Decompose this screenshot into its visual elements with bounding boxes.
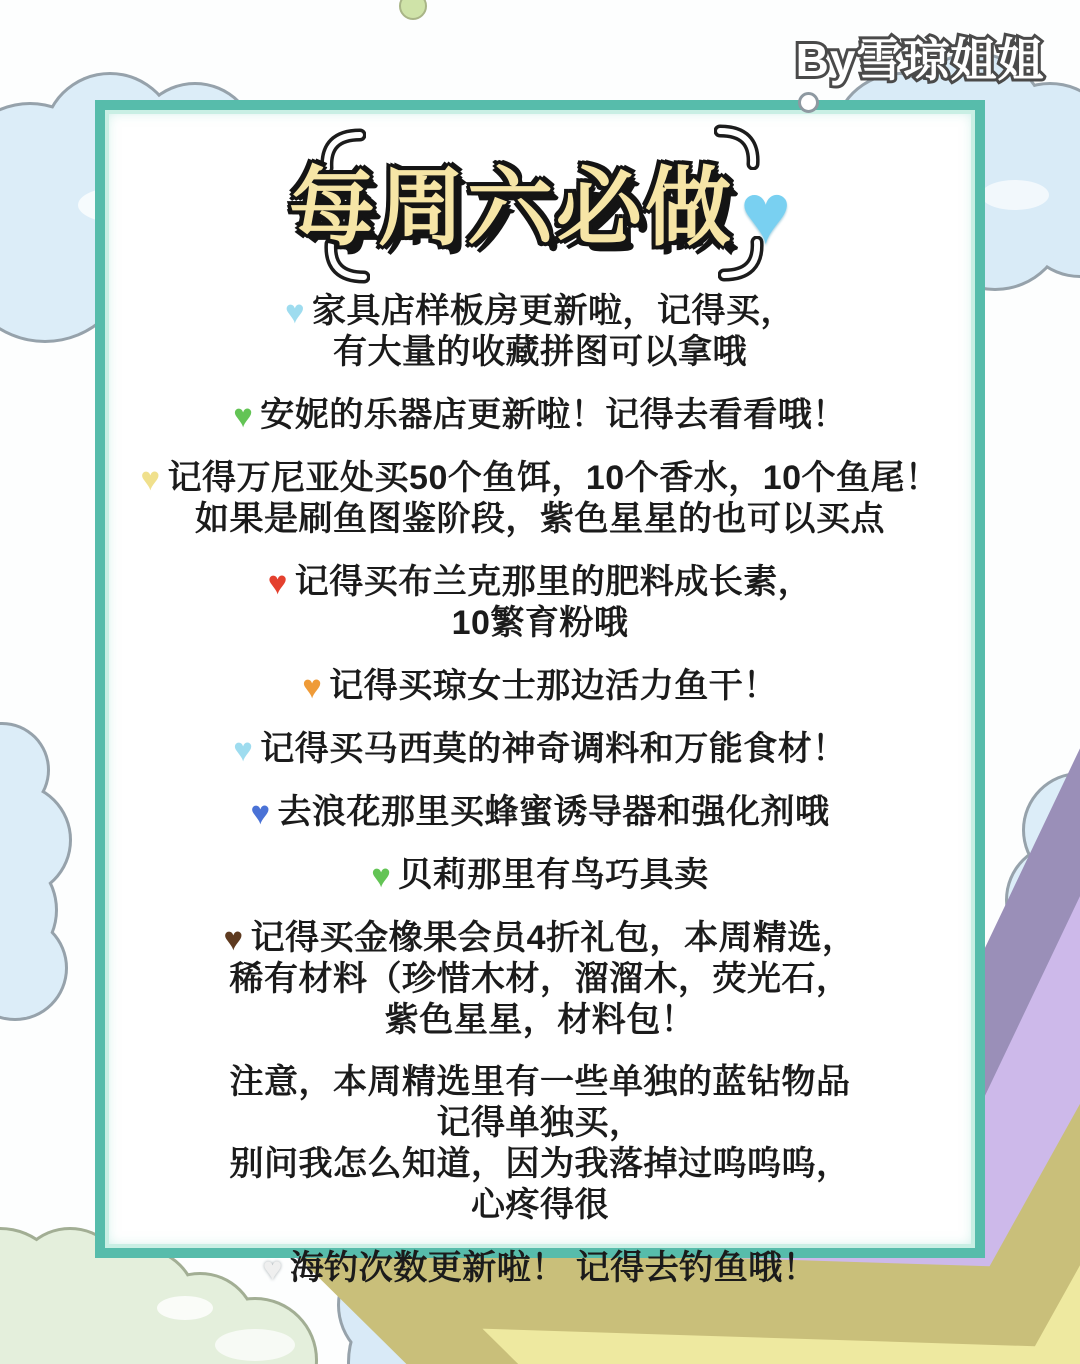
item-text: 心疼得很 — [471, 1186, 609, 1224]
red-heart-icon: ♥ — [267, 564, 288, 601]
item-text: 稀有材料（珍惜木材，溜溜木，荧光石， — [229, 960, 851, 998]
item-text: 记得万尼亚处买50个鱼饵，10个香水，10个鱼尾！ — [167, 459, 940, 497]
cloud-bubble — [798, 92, 819, 113]
list-item — [233, 394, 847, 436]
yellow-heart-icon: ♥ — [140, 460, 161, 497]
item-text: 紫色星星，材料包！ — [384, 1001, 696, 1039]
list-item — [223, 917, 856, 1041]
orange-heart-icon: ♥ — [302, 668, 323, 705]
green-heart-icon: ♥ — [233, 397, 254, 434]
list-item — [302, 665, 778, 707]
item-text: 安妮的乐器店更新啦！记得去看看哦！ — [260, 396, 847, 434]
list-item — [285, 290, 795, 373]
item-text: 海钓次数更新啦！ 记得去钓鱼哦！ — [289, 1249, 818, 1287]
item-text: 贝莉那里有鸟巧具卖 — [398, 856, 709, 894]
item-text: 注意，本周精选里有一些单独的蓝钻物品 — [229, 1063, 851, 1101]
item-text: 家具店样板房更新啦，记得买， — [312, 292, 796, 330]
light-blue-heart-icon: ♥ — [284, 293, 306, 330]
item-text: 别问我怎么知道，因为我落掉过呜呜呜， — [229, 1145, 851, 1183]
light-blue-heart-icon: ♥ — [233, 731, 254, 768]
blue-heart-icon: ♥ — [250, 794, 271, 831]
item-text: 记得买金橡果会员4折礼包，本周精选， — [250, 919, 857, 957]
light-blue-heart-icon: ♥ — [739, 166, 792, 262]
item-text: 记得买琼女士那边活力鱼干！ — [329, 667, 778, 705]
dot-decoration — [400, 0, 426, 19]
green-heart-icon: ♥ — [371, 857, 392, 894]
list-item — [263, 1247, 818, 1289]
white-heart-icon: ♥ — [262, 1250, 283, 1287]
item-text: 去浪花那里买蜂蜜诱导器和强化剂哦 — [277, 793, 830, 831]
title-block — [230, 130, 850, 280]
list-item — [140, 457, 939, 540]
credit-label: By雪琼姐姐 — [795, 34, 1045, 86]
title-text: 每周六必做 — [288, 160, 734, 256]
content-frame — [95, 100, 985, 1287]
list-item — [268, 561, 813, 644]
item-text: 10繁育粉哦 — [451, 604, 629, 642]
cloud-decoration — [0, 722, 72, 1021]
item-text: 记得买马西莫的神奇调料和万能食材！ — [260, 730, 847, 768]
list-item — [233, 728, 847, 770]
item-text: 如果是刷鱼图鉴阶段，紫色星星的也可以买点 — [195, 500, 885, 538]
list-item — [371, 854, 709, 896]
item-text: 记得买布兰克那里的肥料成长素， — [294, 563, 813, 601]
credit-text — [770, 14, 1070, 104]
frame-inner — [105, 110, 975, 1287]
item-text: 有大量的收藏拼图可以拿哦 — [333, 333, 747, 371]
item-text: 记得单独买， — [436, 1104, 644, 1142]
brown-heart-icon: ♥ — [223, 920, 244, 957]
note-paragraph — [230, 1062, 851, 1226]
list-item — [250, 791, 829, 833]
page-title — [230, 138, 850, 264]
task-list — [111, 290, 969, 1289]
